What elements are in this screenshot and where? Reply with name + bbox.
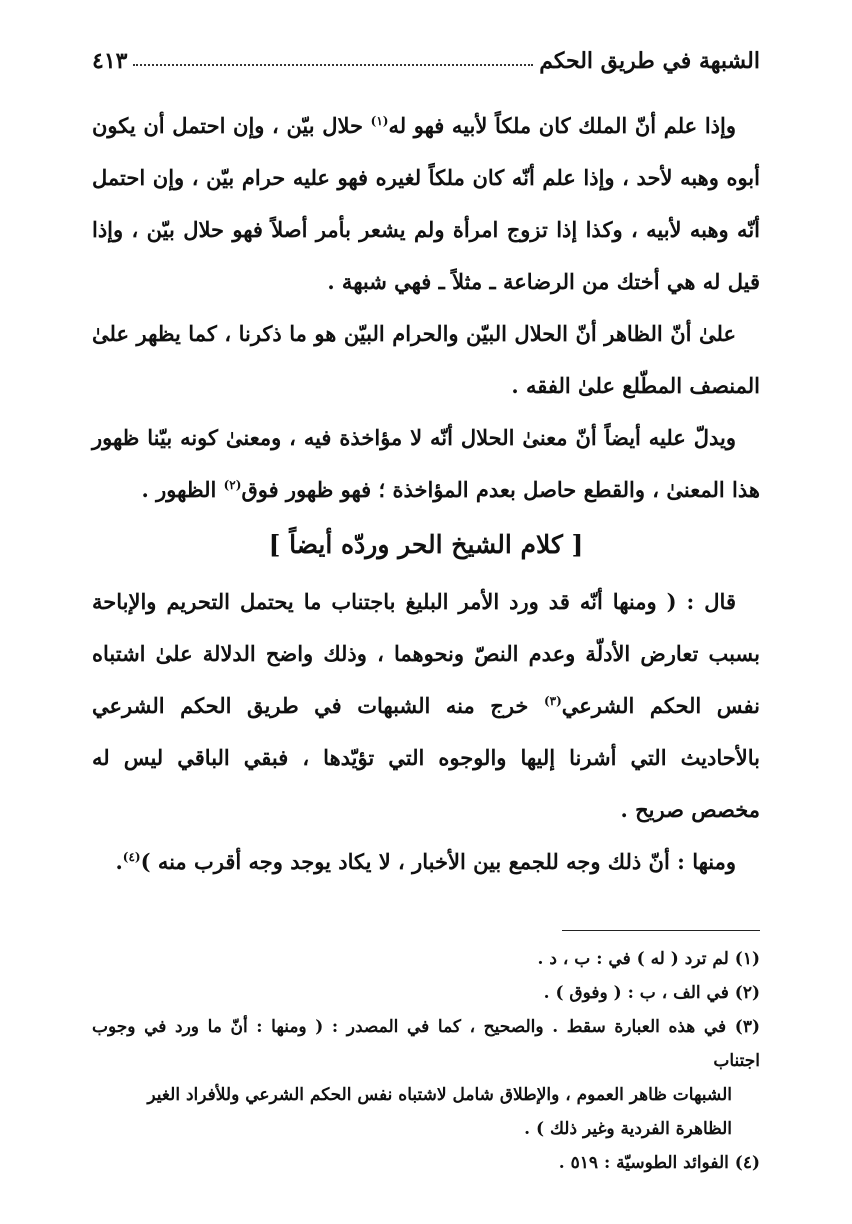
footnote-continuation: الظاهرة الفردية وغير ذلك ) .: [524, 1119, 732, 1139]
footnotes: [92, 942, 760, 1180]
section-heading: [ كلام الشيخ الحر وردّه أيضاً ]: [268, 530, 584, 559]
footnote-ref: (١): [370, 114, 389, 128]
footnote-ref: (٤): [122, 850, 141, 864]
footnote: (٢) في الف ، ب : ( وفوق ) .: [543, 983, 760, 1003]
footnote-continuation: الشبهات ظاهر العموم ، والإطلاق شامل لاشتباه نفس الحكم الشرعي وللأفراد الغير: [147, 1085, 732, 1105]
running-header: [92, 34, 760, 74]
paragraph: ومنها : أنّ ذلك وجه للجمع بين الأخبار ، لا يكاد يوجد وجه أقرب منه )$^{(٤)}$.: [115, 849, 736, 874]
footnote-ref: (٢): [223, 478, 242, 492]
page-number: ٤١٣: [92, 48, 128, 74]
paragraph: علىٰ أنّ الظاهر أنّ الحلال البيّن والحرام البيّن هو ما ذكرنا ، كما يظهر علىٰ المنصف المطّلع علىٰ الفقه .: [92, 321, 760, 398]
paragraph: وإذا علم أنّ الملك كان ملكاً لأبيه فهو له$^{(١)}$ حلال بيّن ، وإن احتمل أن يكون أبوه وهبه لأحد ، وإذا علم أنّه كان ملكاً لغيره فهو عليه حرام بيّن ، وإن احتمل أنّه وهبه لأبيه ، وكذا إذا تزوج امرأة ولم يشعر بأمر أصلاً فهو حلال بيّن ، وإذا قيل له هي أختك من الرضاعة ـ مثلاً ـ فهي شبهة .: [92, 113, 760, 294]
footnote: (١) لم ترد ( له ) في : ب ، د .: [537, 949, 760, 969]
footnote-separator: [562, 930, 760, 931]
running-title: الشبهة في طريق الحكم: [539, 48, 760, 74]
footnote: (٣) في هذه العبارة سقط . والصحيح ، كما في المصدر : ( ومنها : أنّ ما ورد في وجوب اجتناب: [92, 1017, 760, 1071]
footnote-ref: (٣): [543, 694, 562, 708]
leader-dots: [133, 64, 533, 66]
section-two: [92, 576, 760, 888]
footnote: (٤) الفوائد الطوسيّة : ٥١٩ .: [558, 1153, 760, 1173]
section-one: [92, 100, 760, 516]
paragraph: قال : ( ومنها أنّه قد ورد الأمر البليغ باجتناب ما يحتمل التحريم والإباحة بسبب تعارض الأدلّة وعدم النصّ ونحوهما ، وذلك واضح الدلالة علىٰ اشتباه نفس الحكم الشرعي$^{(٣)}$ خرج منه الشبهات في طريق الحكم الشرعي بالأحاديث التي أشرنا إليها والوجوه التي تؤيّدها ، فبقي الباقي ليس له مخصص صريح .: [92, 589, 761, 822]
paragraph: ويدلّ عليه أيضاً أنّ معنىٰ الحلال أنّه لا مؤاخذة فيه ، ومعنىٰ كونه بيّنا ظهور هذا المعنىٰ ، والقطع حاصل بعدم المؤاخذة ؛ فهو ظهور فوق$^{(٢)}$ الظهور .: [92, 425, 760, 502]
